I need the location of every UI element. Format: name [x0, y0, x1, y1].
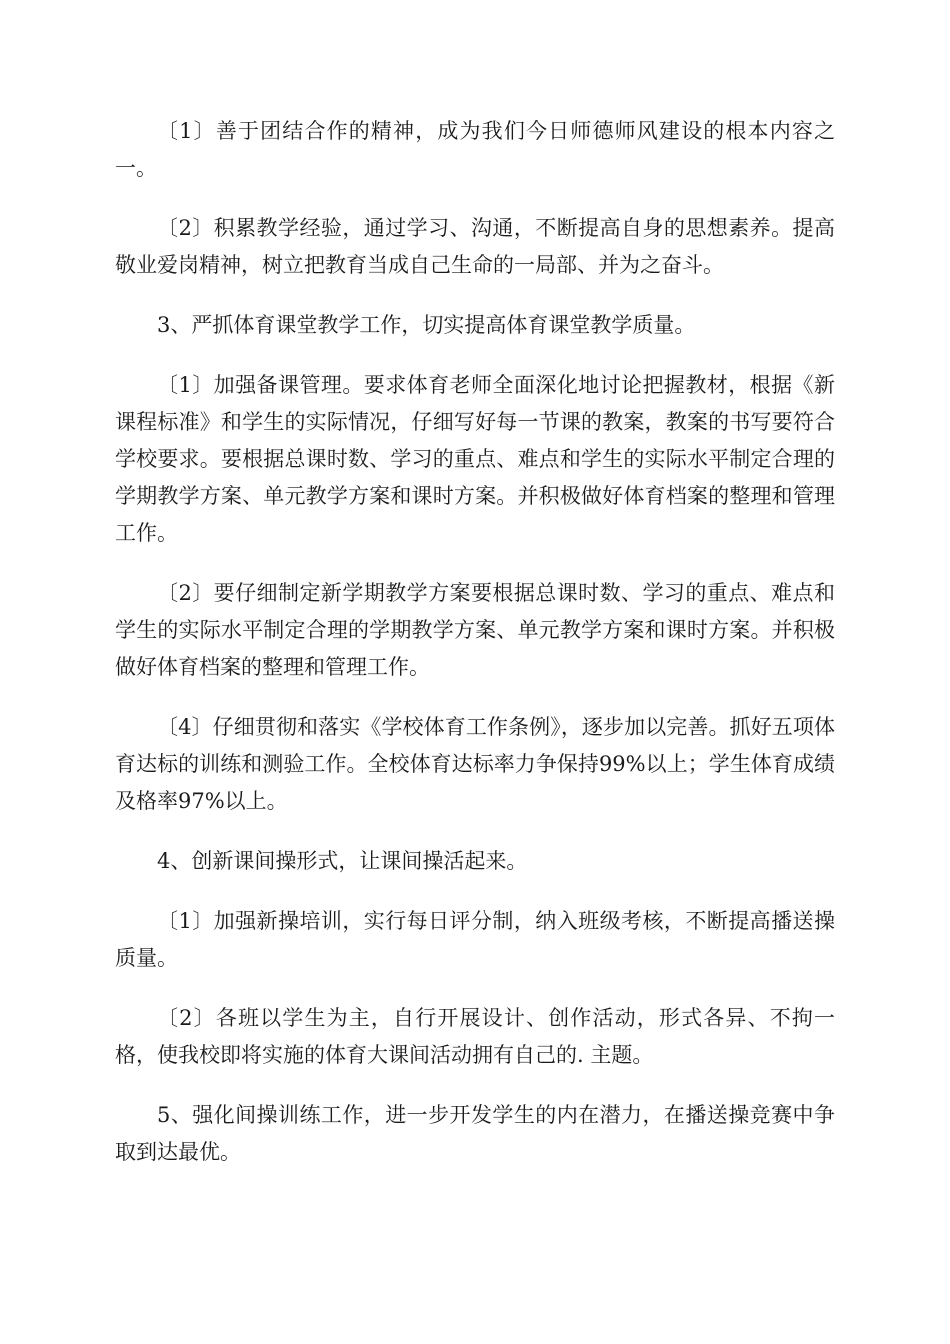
- paragraph-teamwork-spirit: 〔1〕善于团结合作的精神，成为我们今日师德师风建设的根本内容之一。: [115, 119, 835, 180]
- paragraph-semester-plan: 〔2〕要仔细制定新学期教学方案要根据总课时数、学习的重点、难点和学生的实际水平制定合理的学期教学方案、单元教学方案和课时方案。并积极做好体育档案的整理和管理工作。: [115, 581, 835, 679]
- paragraph-exercise-training: 〔1〕加强新操培训，实行每日评分制，纳入班级考核，不断提高播送操质量。: [115, 909, 835, 970]
- paragraph-teaching-experience: 〔2〕积累教学经验，通过学习、沟通，不断提高自身的思想素养。提高敬业爱岗精神，树立把教育当成自己生命的一局部、并为之奋斗。: [115, 216, 835, 277]
- paragraph-lesson-preparation: 〔1〕加强备课管理。要求体育老师全面深化地讨论把握教材，根据《新课程标准》和学生的实际情况，仔细写好每一节课的教案，教案的书写要符合学校要求。要根据总课时数、学习的重点、难点和学生的实际水平制定合理的学期教学方案、单元教学方案和课时方案。并积极做好体育档案的整理和管理工作。: [115, 373, 835, 545]
- paragraph-class-activities: 〔2〕各班以学生为主，自行开展设计、创作活动，形式各异、不拘一格，使我校即将实施的体育大课间活动拥有自己的. 主题。: [115, 1006, 835, 1067]
- paragraph-section-5-heading: 5、强化间操训练工作，进一步开发学生的内在潜力，在播送操竞赛中争取到达最优。: [115, 1103, 835, 1164]
- paragraph-section-4-heading: 4、创新课间操形式，让课间操活起来。: [157, 849, 528, 873]
- document-body: [115, 113, 835, 1194]
- paragraph-pe-regulations: 〔4〕仔细贯彻和落实《学校体育工作条例》，逐步加以完善。抓好五项体育达标的训练和测验工作。全校体育达标率力争保持99%以上；学生体育成绩及格率97%以上。: [115, 715, 835, 813]
- paragraph-section-3-heading: 3、严抓体育课堂教学工作，切实提高体育课堂教学质量。: [157, 313, 696, 337]
